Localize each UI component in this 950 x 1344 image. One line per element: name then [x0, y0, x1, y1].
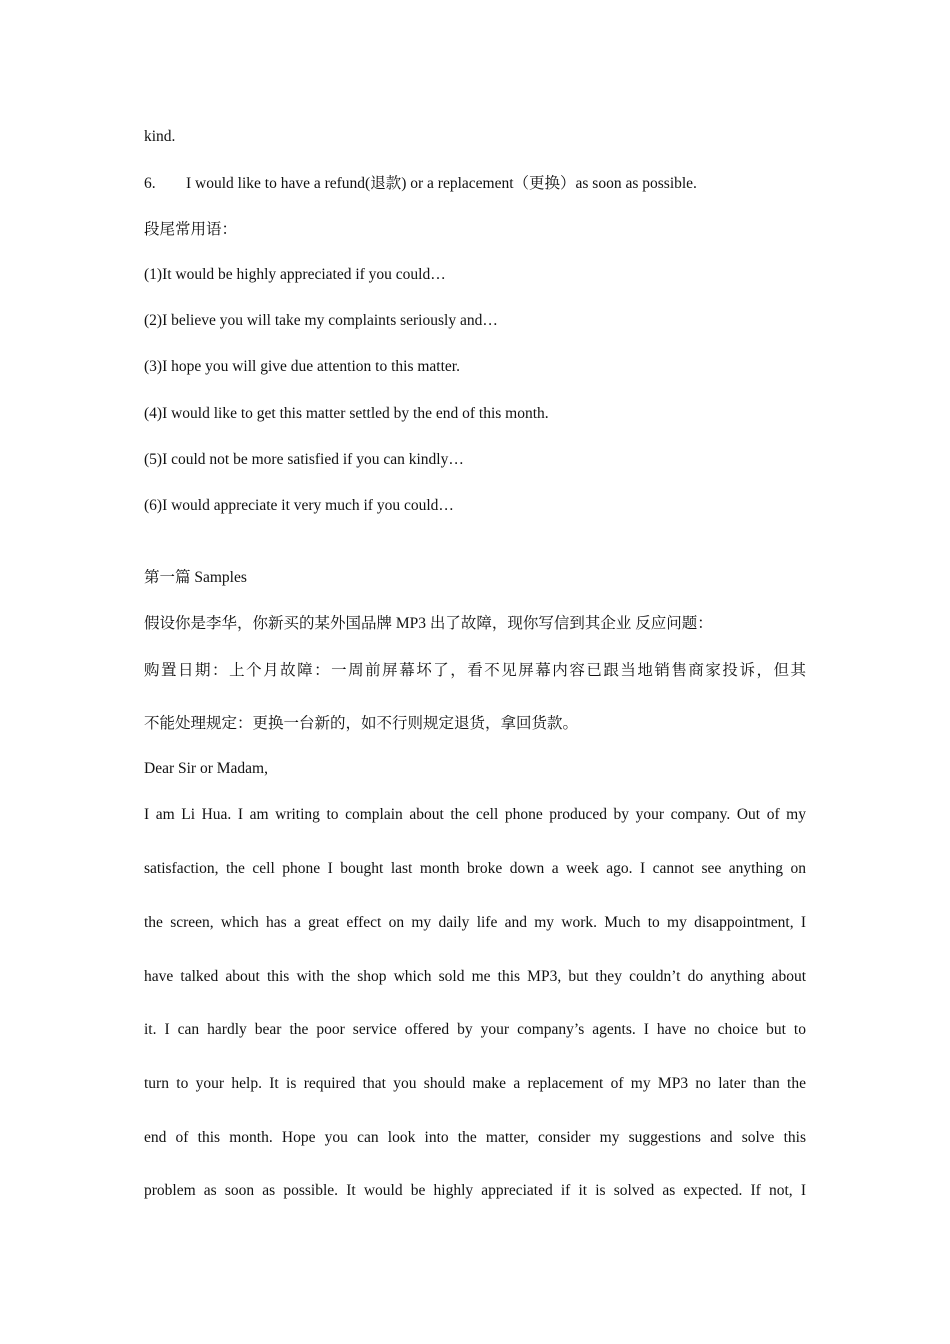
sample-prompt-line-3: 不能处理规定：更换一台新的，如不行则规定退货，拿回货款。 [144, 715, 579, 732]
sample-heading: 第一篇 Samples [144, 569, 247, 586]
closing-phrase-1: (1)It would be highly appreciated if you could… [144, 266, 446, 283]
letter-line: satisfaction, the cell phone I bought last month broke down a week ago. I cannot see anything on [144, 860, 806, 877]
letter-line: problem as soon as possible. It would be highly appreciated if it is solved as expected. If not, I [144, 1182, 806, 1199]
letter-line: it. I can hardly bear the poor service offered by your company’s agents. I have no choice but to [144, 1021, 806, 1038]
letter-line: turn to your help. It is required that you should make a replacement of my MP3 no later than the [144, 1075, 806, 1092]
list-item-number: 6. [144, 175, 156, 192]
list-item-text: I would like to have a refund(退款) or a replacement（更换）as soon as possible. [186, 175, 697, 192]
list-item-6 [144, 174, 697, 194]
closing-phrase-5: (5)I could not be more satisfied if you can kindly… [144, 451, 464, 468]
letter-line: have talked about this with the shop which sold me this MP3, but they couldn’t do anything about [144, 968, 806, 985]
closing-phrase-4: (4)I would like to get this matter settled by the end of this month. [144, 405, 549, 422]
letter-line: the screen, which has a great effect on my daily life and my work. Much to my disappointment, I [144, 914, 806, 931]
closing-phrases-heading: 段尾常用语： [144, 221, 238, 238]
sample-prompt-line-1: 假设你是李华，你新买的某外国品牌 MP3 出了故障，现你写信到其企业 反应问题： [144, 615, 713, 632]
sample-prompt-line-2: 购置日期：上个月故障：一周前屏幕坏了，看不见屏幕内容已跟当地销售商家投诉，但其 [144, 662, 806, 679]
closing-phrase-3: (3)I hope you will give due attention to this matter. [144, 358, 460, 375]
letter-line: I am Li Hua. I am writing to complain about the cell phone produced by your company. Out of my [144, 806, 806, 823]
closing-phrase-6: (6)I would appreciate it very much if you could… [144, 497, 454, 514]
continuation-text: kind. [144, 128, 176, 145]
closing-phrase-2: (2)I believe you will take my complaints seriously and… [144, 312, 498, 329]
letter-salutation: Dear Sir or Madam, [144, 760, 268, 777]
letter-line: end of this month. Hope you can look into the matter, consider my suggestions and solve this [144, 1129, 806, 1146]
